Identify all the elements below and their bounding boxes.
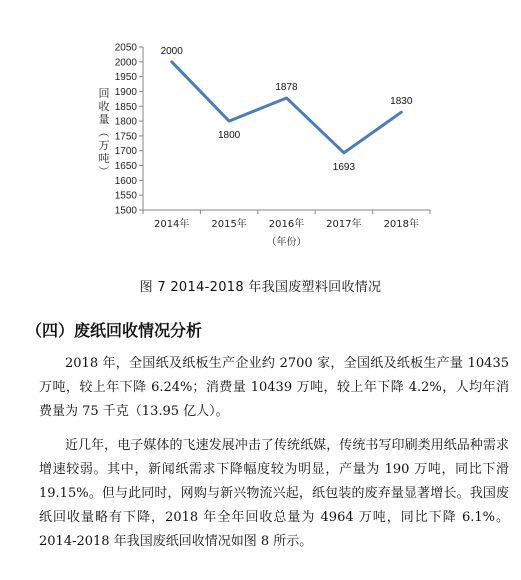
y-tick-label: 1850 [114, 101, 137, 113]
y-tick-label: 1650 [114, 161, 137, 173]
x-tick-label: 2015年 [211, 219, 247, 230]
y-axis-label-char: （ [97, 126, 110, 138]
data-label: 1800 [217, 130, 241, 142]
line-chart-svg [0, 0, 521, 262]
data-label: 2000 [160, 45, 183, 57]
y-tick-label: 1500 [114, 205, 137, 217]
y-axis-label-char: 吨 [98, 152, 110, 165]
data-label: 1878 [275, 81, 298, 93]
y-tick-label: 1700 [114, 146, 137, 158]
y-tick-label: 1600 [114, 175, 137, 187]
paragraph-2 [39, 434, 509, 554]
y-tick-label: 1950 [114, 72, 137, 84]
y-axis-label-char: 量 [98, 113, 110, 126]
data-label: 1830 [390, 96, 413, 108]
y-tick-label: 1800 [114, 116, 137, 128]
y-tick-label: 2050 [114, 42, 137, 54]
data-label: 1693 [332, 161, 356, 173]
y-axis-label-char: 万 [98, 139, 110, 152]
y-tick-label: 1750 [114, 131, 137, 143]
x-tick-label: 2017年 [326, 219, 362, 230]
y-axis-label-char: 收 [98, 100, 110, 113]
x-tick-label: 2018年 [383, 219, 420, 230]
line-chart [0, 0, 521, 262]
paragraph-1-text: 2018 年，全国纸及纸板生产企业约 2700 家，全国纸及纸板生产量 10435 万吨，较上年下降 6.24%；消费量 10439 万吨，较上年下降 4.2%，人均年消费量为 75 千克（13.95 亿人）。 [39, 356, 509, 419]
paragraph-1 [39, 352, 509, 424]
y-axis-label-char: 回 [98, 87, 110, 100]
x-tick-label: 2016年 [268, 219, 305, 230]
figure-caption: 图 7 2014-2018 年我国废塑料回收情况 [139, 280, 382, 295]
section-heading: （四）废纸回收情况分析 [26, 321, 203, 340]
series-line [172, 62, 402, 153]
y-tick-label: 1550 [114, 190, 137, 202]
x-tick-label: 2014年 [153, 219, 190, 230]
x-axis-label: （年份） [266, 237, 307, 248]
y-axis-label-char: ） [97, 165, 110, 177]
y-tick-label: 1900 [114, 86, 137, 98]
y-tick-label: 2000 [114, 57, 137, 69]
paragraph-2-text: 近几年，电子媒体的飞速发展冲击了传统纸媒，传统书写印刷类用纸品种需求增速较弱。其中，新闻纸需求下降幅度较为明显，产量为 190 万吨，同比下滑 19.15%。但与此同时，网购与新兴物流兴起，纸包装的废弃量显著增长。我国废纸回收量略有下降，2018 年全年回收总量为 4964 万吨，同比下降 6.1%。2014-2018 年我国废纸回收情况如图 8 所示。 [39, 438, 509, 549]
